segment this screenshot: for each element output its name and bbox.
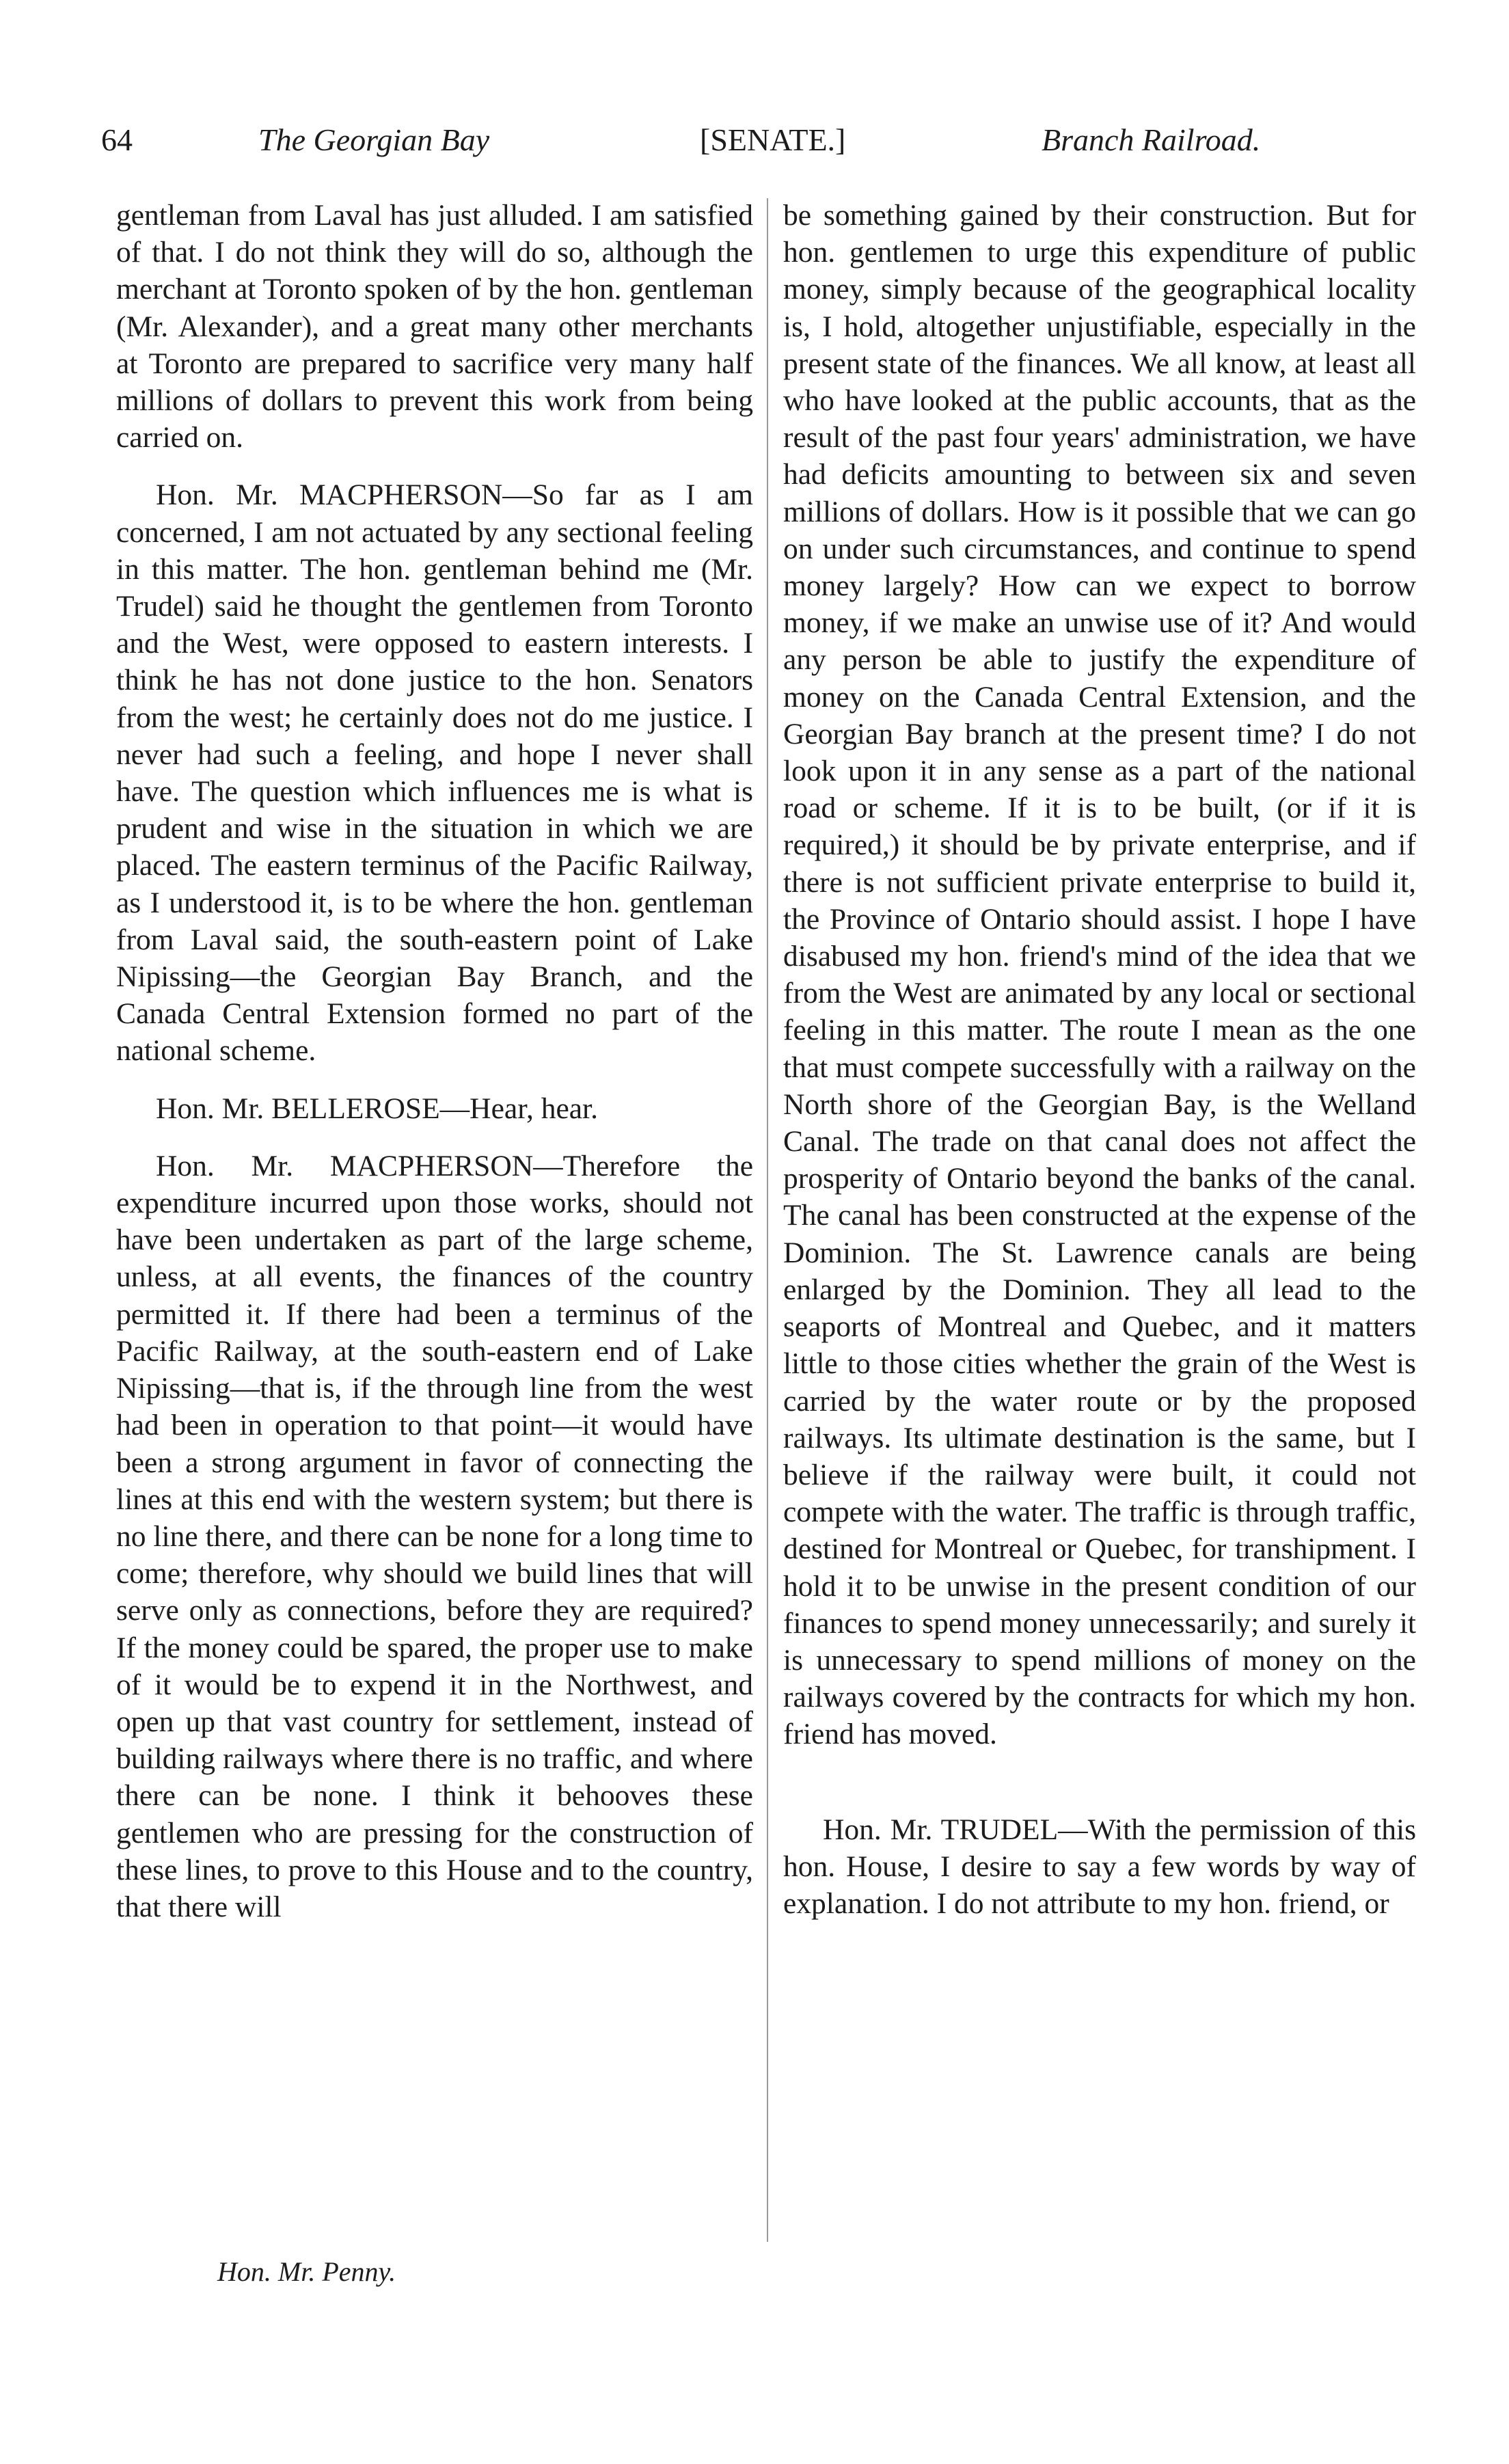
paragraph: Hon. Mr. BELLEROSE—Hear, hear. (156, 1092, 599, 1125)
paragraph: be something gained by their construction. But for hon. gentlemen to urge this expenditure of public money, simply because of the geographical locality is, I hold, altogether unjustifiable, especially in the present state of the finances. We all know, at least all who have looked at the public accounts, that as the result of the past four years' administration, we have had deficits amounting to between six and seven millions of dollars. How is it possible that we can go on under such circumstances, and continue to spend money largely? How can we expect to borrow money, if we make an unwise use of it? And would any person be able to justify the expenditure of money on the Canada Central Extension, and the Georgian Bay branch at the present time? I do not look upon it in any sense as a part of the national road or scheme. If it is to be built, (or if it is required,) it should be by private enterprise, and if there is not sufficient private enterprise to build it, the Province of Ontario should assist. I hope I have disabused my hon. friend's mind of the idea that we from the West are animated by any local or sectional feeling in this matter. The route I mean as the one that must compete successfully with a railway on the North shore of the Georgian Bay, is the Welland Canal. The trade on that canal does not affect the prosperity of Ontario beyond the banks of the canal. The canal has been constructed at the expense of the Dominion. The St. Lawrence canals are being enlarged by the Dominion. They all lead to the seaports of Montreal and Quebec, and it matters little to those cities whether the grain of the West is carried by the water route or by the proposed railways. Its ultimate destination is the same, but I believe if the railway were built, it could not compete with the water. The traffic is through traffic, destined for Montreal or Quebec, for transhipment. I hold it to be unwise in the present condition of our finances to spend money unnecessarily; and surely it is unnecessary to spend millions of money on the railways covered by the contracts for which my hon. friend has moved. (783, 199, 1416, 1751)
right-column (783, 197, 1416, 1922)
header-right-title: Branch Railroad. (1042, 122, 1261, 157)
footer-speaker: Hon. Mr. Penny. (217, 2256, 396, 2287)
paragraph: Hon. Mr. MACPHERSON—Therefore the expenditure incurred upon those works, should not have been undertaken as part of the large scheme, unless, at all events, the finances of the country permitted it. If there had been a terminus of the Pacific Railway, at the south-eastern end of Lake Nipissing—that is, if the through line from the west had been in operation to that point—it would have been a strong argument in favor of connecting the lines at this end with the western system; but there is no line there, and there can be none for a long time to come; therefore, why should we build lines that will serve only as connections, before they are required? If the money could be spared, the proper use to make of it would be to expend it in the Northwest, and open up that vast country for settlement, instead of building railways where there is no traffic, and where there can be none. I think it behooves these gentlemen who are pressing for the construction of these lines, to prove to this House and to the country, that there will (116, 1149, 753, 1923)
header-left-title: The Georgian Bay (258, 122, 490, 157)
running-header (101, 122, 1324, 171)
page-number: 64 (101, 122, 133, 157)
header-center-title: [SENATE.] (700, 122, 846, 157)
paragraph: Hon. Mr. MACPHERSON—So far as I am concerned, I am not actuated by any sectional feeling in this matter. The hon. gentleman behind me (Mr. Trudel) said he thought the gentlemen from Toronto and the West, were opposed to eastern interests. I think he has not done justice to the hon. Senators from the west; he certainly does not do me justice. I never had such a feeling, and hope I never shall have. The question which influences me is what is prudent and wise in the situation in which we are placed. The eastern terminus of the Pacific Railway, as I understood it, is to be where the hon. gentleman from Laval said, the south-eastern point of Lake Nipissing—the Georgian Bay Branch, and the Canada Central Extension formed no part of the national scheme. (116, 478, 753, 1068)
paragraph: Hon. Mr. TRUDEL—With the permission of this hon. House, I desire to say a few words by way of explanation. I do not attribute to my hon. friend, or (783, 1813, 1416, 1920)
column-divider (767, 198, 768, 2242)
left-column (116, 197, 753, 1925)
paragraph: gentleman from Laval has just alluded. I am satisfied of that. I do not think they will do so, although the merchant at Toronto spoken of by the hon. gentleman (Mr. Alexander), and a great many other merchants at Toronto are prepared to sacrifice very many half millions of dollars to prevent this work from being carried on. (116, 199, 753, 455)
